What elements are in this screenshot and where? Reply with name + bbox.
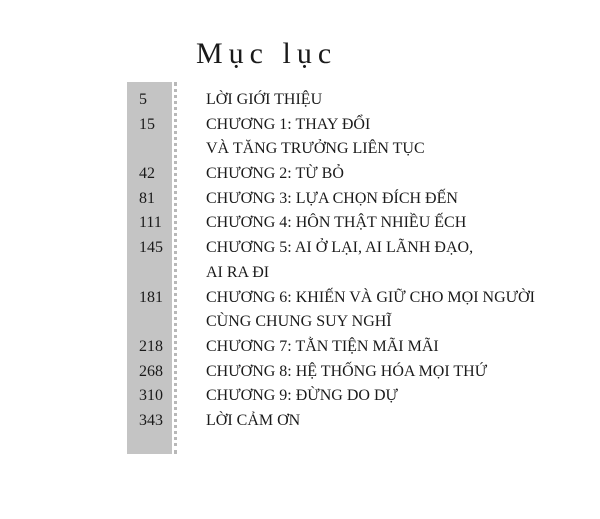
toc-entry[interactable] — [0, 162, 600, 187]
toc-entry[interactable] — [0, 360, 600, 385]
toc-entry-continuation — [0, 261, 600, 286]
toc-page-number: 111 — [139, 214, 162, 232]
toc-entry-title: CHƯƠNG 2: TỪ BỎ — [206, 165, 344, 183]
toc-entry-continuation — [0, 137, 600, 162]
toc-page-number: 343 — [139, 411, 163, 429]
toc-entry-title: LỜI GIỚI THIỆU — [206, 91, 323, 108]
toc-entry-title: CHƯƠNG 3: LỰA CHỌN ĐÍCH ĐẾN — [206, 189, 458, 207]
toc-entry[interactable] — [0, 335, 600, 360]
toc-entry[interactable] — [0, 286, 600, 311]
toc-entry-title: VÀ TĂNG TRƯỞNG LIÊN TỤC — [206, 140, 425, 158]
toc-entry[interactable] — [0, 409, 600, 434]
toc-entry[interactable] — [0, 211, 600, 236]
toc-page-number: 81 — [139, 189, 155, 207]
toc-entry[interactable] — [0, 88, 600, 113]
toc-page-number: 42 — [139, 165, 155, 183]
toc-entry-title: CHƯƠNG 5: AI Ở LẠI, AI LÃNH ĐẠO, — [206, 239, 474, 257]
toc-entry-title: LỜI CẢM ƠN — [206, 411, 301, 429]
toc-page-number: 218 — [139, 337, 163, 355]
toc-entry-title: CÙNG CHUNG SUY NGHĨ — [206, 313, 392, 331]
page-title: Mục lục — [196, 37, 338, 70]
toc-entry-title: CHƯƠNG 6: KHIẾN VÀ GIỮ CHO MỌI NGƯỜI — [206, 288, 535, 306]
toc-page-number: 181 — [139, 288, 163, 306]
toc-entry-title: CHƯƠNG 7: TẰN TIỆN MÃI MÃI — [206, 337, 439, 355]
toc-entry-continuation — [0, 310, 600, 335]
toc-entry[interactable] — [0, 236, 600, 261]
toc-entry[interactable] — [0, 384, 600, 409]
toc-entry[interactable] — [0, 187, 600, 212]
toc-page-number: 145 — [139, 239, 163, 257]
toc-entry-title: CHƯƠNG 8: HỆ THỐNG HÓA MỌI THỨ — [206, 362, 488, 380]
toc-page-number: 310 — [139, 387, 163, 405]
toc-entry-title: CHƯƠNG 9: ĐỪNG DO DỰ — [206, 387, 398, 405]
toc-entry-title: CHƯƠNG 1: THAY ĐỔI — [206, 115, 371, 133]
toc-page-number: 15 — [139, 115, 155, 133]
toc-entry[interactable] — [0, 113, 600, 138]
toc-entry-title: CHƯƠNG 4: HÔN THẬT NHIỀU ẾCH — [206, 214, 467, 232]
toc-entry-title: AI RA ĐI — [206, 263, 270, 281]
table-of-contents — [0, 88, 600, 434]
toc-page-number: 5 — [139, 91, 147, 108]
toc-page-number: 268 — [139, 362, 163, 380]
